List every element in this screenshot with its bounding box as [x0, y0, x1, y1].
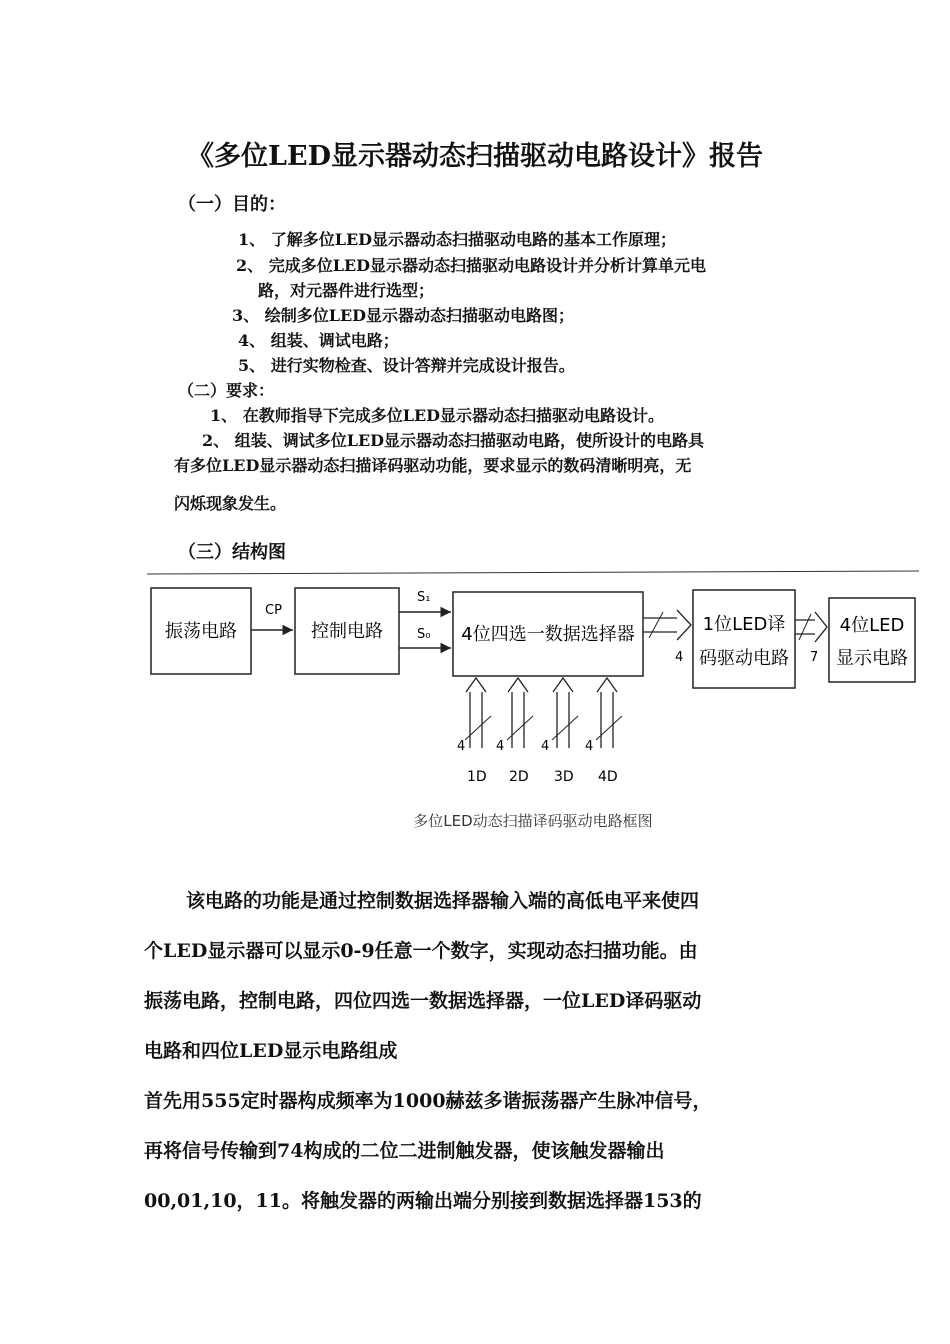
body-line-6: 再将信号传输到74构成的二位二进制触发器，使该触发器输出 — [144, 1140, 665, 1162]
input-bus-4d — [596, 678, 622, 748]
page-title: 《多位LED显示器动态扫描驱动电路设计》报告 — [187, 141, 763, 172]
display-label-line1: 4位LED — [839, 615, 905, 636]
decoder-output-width: 7 — [810, 650, 819, 665]
section-heading-purpose: （一）目的： — [178, 194, 286, 215]
display-block — [829, 598, 915, 682]
s0-label: S₀ — [417, 627, 431, 642]
body-line-5: 首先用555定时器构成频率为1000赫兹多谐振荡器产生脉冲信号， — [144, 1090, 712, 1112]
mux-label: 4位四选一数据选择器 — [461, 624, 635, 645]
purpose-item-2: 2、 完成多位LED显示器动态扫描驱动电路设计并分析计算单元电 — [236, 256, 707, 275]
control-label: 控制电路 — [311, 621, 383, 642]
s1-label: S₁ — [417, 590, 431, 605]
purpose-item-2-cont: 路，对元器件进行选型； — [258, 281, 435, 300]
section-heading-structure: （三）结构图 — [178, 542, 286, 563]
input-2d-width: 4 — [496, 739, 505, 754]
body-line-7: 00,01,10，11。将触发器的两输出端分别接到数据选择器153的 — [144, 1190, 702, 1212]
decoder-label-line1: 1位LED译 — [702, 614, 786, 635]
body-line-2: 个LED显示器可以显示0-9任意一个数字，实现动态扫描功能。由 — [144, 940, 698, 962]
diagram-caption: 多位LED动态扫描译码驱动电路框图 — [413, 812, 653, 830]
purpose-item-1: 1、 了解多位LED显示器动态扫描驱动电路的基本工作原理； — [238, 230, 677, 249]
input-bus-1d — [465, 678, 491, 748]
input-bus-2d — [507, 678, 533, 748]
purpose-item-3: 3、 绘制多位LED显示器动态扫描驱动电路图； — [232, 306, 575, 325]
body-line-4: 电路和四位LED显示电路组成 — [144, 1040, 398, 1062]
requirement-item-2: 2、 组装、调试多位LED显示器动态扫描驱动电路，使所设计的电路具 — [202, 431, 705, 450]
body-line-3: 振荡电路，控制电路，四位四选一数据选择器，一位LED译码驱动 — [144, 990, 702, 1012]
purpose-item-5: 5、 进行实物检查、设计答辩并完成设计报告。 — [238, 356, 575, 375]
mux-output-bus — [643, 610, 691, 640]
decoder-block — [693, 590, 795, 688]
decoder-output-bus — [795, 612, 827, 642]
purpose-item-4: 4、 组装、调试电路； — [238, 331, 399, 350]
input-bus-3d — [552, 678, 578, 748]
section-heading-requirements: （二）要求： — [178, 381, 275, 400]
input-2d-label: 2D — [509, 769, 529, 785]
cp-label: CP — [265, 603, 282, 618]
input-1d-width: 4 — [457, 739, 466, 754]
requirement-item-2-end: 闪烁现象发生。 — [174, 494, 287, 513]
requirement-item-2-cont: 有多位LED显示器动态扫描译码驱动功能，要求显示的数码清晰明亮，无 — [174, 456, 692, 475]
input-4d-label: 4D — [598, 769, 618, 785]
decoder-label-line2: 码驱动电路 — [699, 648, 789, 669]
requirement-item-1: 1、 在教师指导下完成多位LED显示器动态扫描驱动电路设计。 — [210, 406, 665, 425]
input-3d-label: 3D — [554, 769, 574, 785]
oscillator-label: 振荡电路 — [165, 621, 237, 642]
mux-output-width: 4 — [675, 650, 684, 665]
body-line-1: 该电路的功能是通过控制数据选择器输入端的高低电平来使四 — [186, 890, 700, 912]
input-1d-label: 1D — [467, 769, 487, 785]
display-label-line2: 显示电路 — [836, 648, 908, 669]
diagram-frame-line — [147, 571, 919, 574]
block-diagram — [143, 568, 923, 853]
input-3d-width: 4 — [541, 739, 550, 754]
input-4d-width: 4 — [585, 739, 594, 754]
